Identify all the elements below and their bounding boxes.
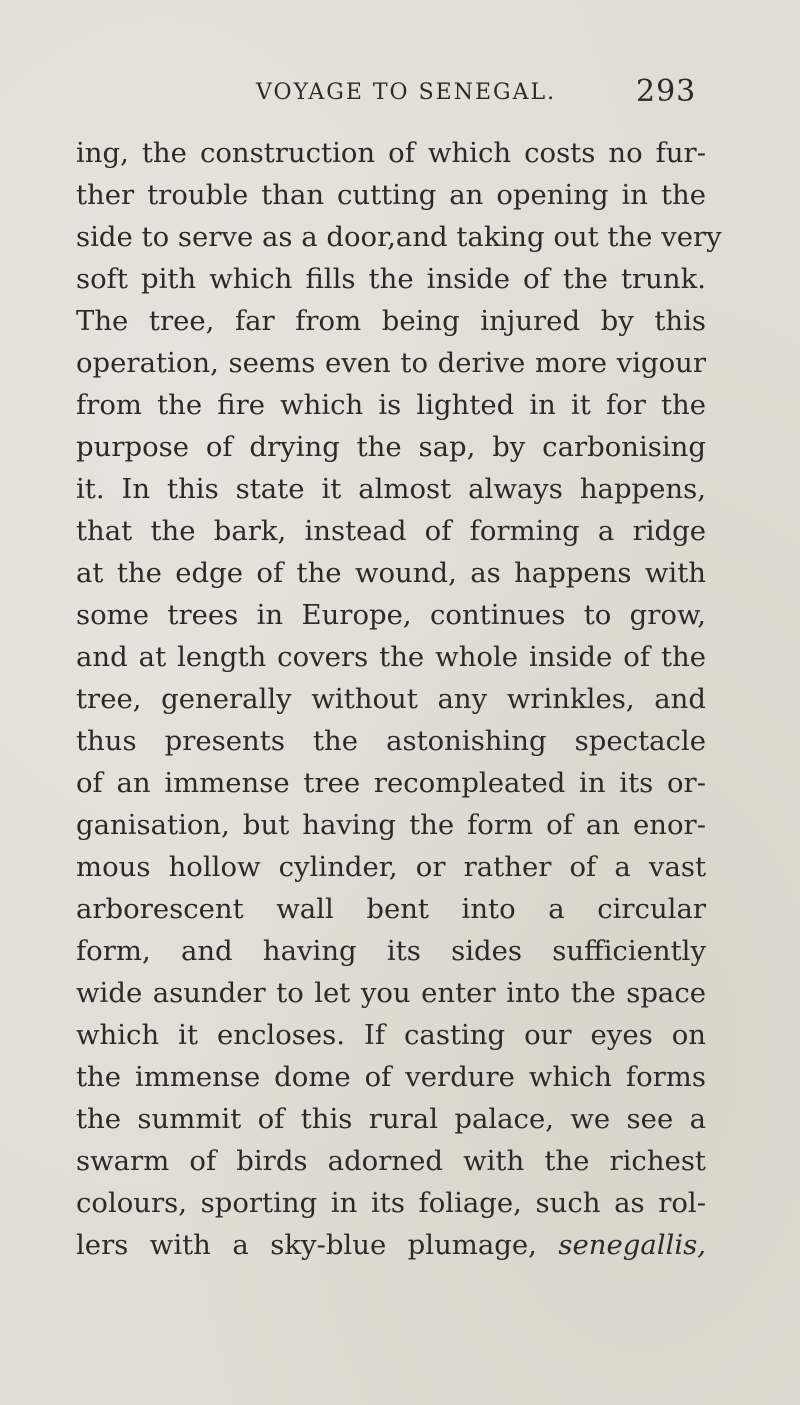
text-line: from the fire which is lighted in it for the [76,389,706,421]
text-line: tree, generally without any wrinkles, and [76,683,706,715]
final-line-text: lers with a sky-blue plumage, [76,1229,537,1261]
text-line: ther trouble than cutting an opening in the [76,179,706,211]
text-line: side to serve as a door,and taking out the very [76,221,722,253]
running-head-title: VOYAGE TO SENEGAL. [256,80,557,105]
final-line-italic: senegallis, [558,1229,706,1261]
text-line: ganisation, but having the form of an enor- [76,809,706,841]
text-line: that the bark, instead of forming a ridge [76,515,706,547]
text-line: form, and having its sides sufficiently [76,935,706,967]
text-line: swarm of birds adorned with the richest [76,1145,706,1177]
running-head [0,72,800,112]
text-line: mous hollow cylinder, or rather of a vast [76,851,706,883]
text-line: at the edge of the wound, as happens with [76,557,706,589]
text-line: purpose of drying the sap, by carbonising [76,431,706,463]
text-line: wide asunder to let you enter into the space [76,977,706,1009]
page-number: 293 [636,74,697,109]
text-line: it. In this state it almost always happens, [76,473,706,505]
text-line: the summit of this rural palace, we see a [76,1103,706,1135]
text-line: arborescent wall bent into a circular [76,893,706,925]
body-text [76,132,722,1266]
text-line: operation, seems even to derive more vigour [76,347,706,379]
text-line-final [76,1224,706,1266]
text-line: which it encloses. If casting our eyes on [76,1019,706,1051]
text-line: of an immense tree recompleated in its or- [76,767,706,799]
text-line: thus presents the astonishing spectacle [76,725,706,757]
text-line: some trees in Europe, continues to grow, [76,599,706,631]
text-line: the immense dome of verdure which forms [76,1061,706,1093]
text-line: soft pith which fills the inside of the trunk. [76,263,706,295]
text-line: and at length covers the whole inside of the [76,641,706,673]
text-line: The tree, far from being injured by this [76,305,706,337]
text-line: colours, sporting in its foliage, such as rol- [76,1187,706,1219]
text-line: ing, the construction of which costs no fur- [76,137,706,169]
